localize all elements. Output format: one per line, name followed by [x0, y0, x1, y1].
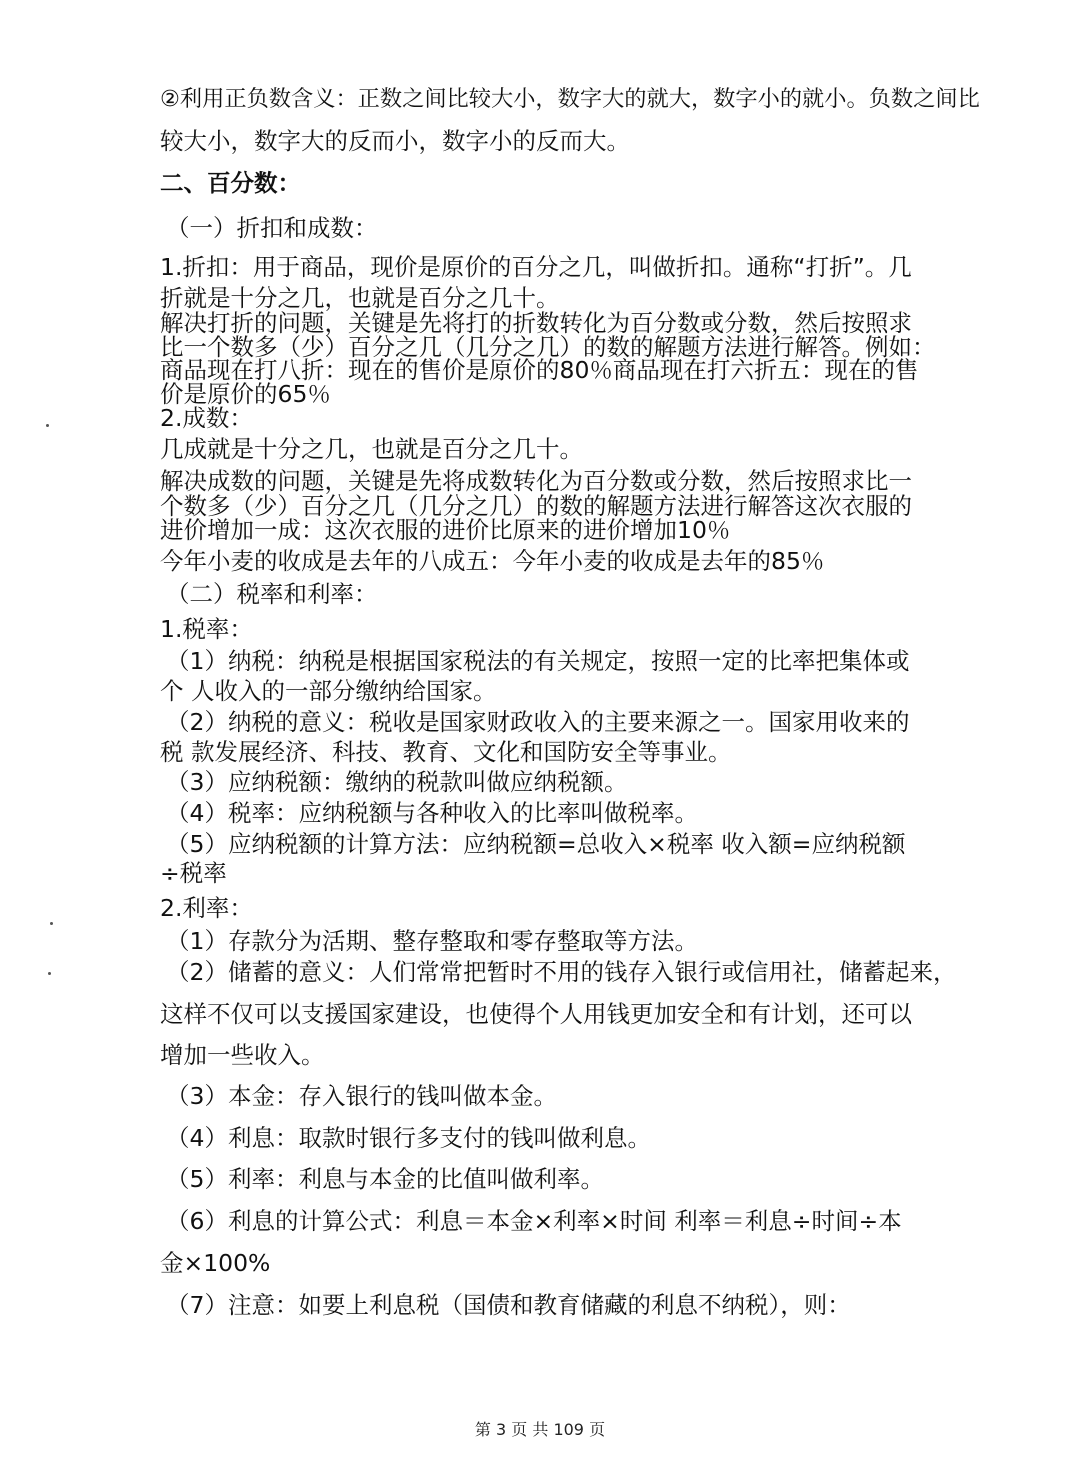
- text-line: （2）纳税的意义：税收是国家财政收入的主要来源之一。国家用收来的: [166, 708, 910, 736]
- page-footer: 第 3 页 共 109 页: [474, 1420, 606, 1439]
- text-line: 个 人收入的一部分缴纳给国家。: [160, 677, 497, 705]
- text-line: 价是原价的65％: [160, 380, 331, 408]
- text-line: （5）利率：利息与本金的比值叫做利率。: [166, 1165, 604, 1193]
- scan-speck: [46, 424, 49, 427]
- text-line: 解决打折的问题，关键是先将打的折数转化为百分数或分数，然后按照求: [160, 309, 912, 337]
- text-line: 折就是十分之几，也就是百分之几十。: [160, 284, 560, 312]
- text-line: （4）税率：应纳税额与各种收入的比率叫做税率。: [166, 799, 698, 827]
- text-line: （6）利息的计算公式：利息＝本金×利率×时间 利率＝利息÷时间÷本: [166, 1207, 902, 1235]
- text-line: 1.折扣：用于商品，现价是原价的百分之几，叫做折扣。通称“打折”。几: [160, 253, 912, 281]
- text-line: 几成就是十分之几，也就是百分之几十。: [160, 435, 583, 463]
- section-heading: 二、百分数：: [160, 169, 301, 197]
- subsection-heading: （二）税率和利率：: [166, 580, 378, 608]
- text-line: 2.利率：: [160, 894, 253, 922]
- text-line: 较大小，数字大的反而小，数字小的反而大。: [160, 127, 630, 155]
- subsection-heading: （一）折扣和成数：: [166, 214, 378, 242]
- text-line: （3）应纳税额：缴纳的税款叫做应纳税额。: [166, 768, 628, 796]
- text-line: ②利用正负数含义：正数之间比较大小，数字大的就大，数字小的就小。负数之间比: [160, 86, 980, 112]
- text-line: 这样不仅可以支援国家建设，也使得个人用钱更加安全和有计划，还可以: [160, 1000, 912, 1028]
- text-line: （5）应纳税额的计算方法：应纳税额=总收入×税率 收入额=应纳税额: [166, 830, 906, 858]
- scan-speck: [48, 972, 51, 975]
- text-line: 今年小麦的收成是去年的八成五：今年小麦的收成是去年的85％: [160, 547, 825, 575]
- text-line: （3）本金：存入银行的钱叫做本金。: [166, 1082, 557, 1110]
- text-line: 进价增加一成：这次衣服的进价比原来的进价增加10％: [160, 516, 731, 544]
- text-line: （1）纳税：纳税是根据国家税法的有关规定，按照一定的比率把集体或: [166, 647, 910, 675]
- text-line: 增加一些收入。: [160, 1041, 325, 1069]
- text-line: 金×100%: [160, 1249, 271, 1277]
- text-line: 比一个数多（少）百分之几（几分之几）的数的解题方法进行解答。例如：: [160, 333, 936, 361]
- text-line: 2.成数：: [160, 404, 253, 432]
- text-line: 税 款发展经济、科技、教育、文化和国防安全等事业。: [160, 738, 732, 766]
- text-line: ÷税率: [160, 859, 227, 887]
- text-line: （7）注意：如要上利息税（国债和教育储藏的利息不纳税），则：: [166, 1291, 851, 1319]
- text-line: （1）存款分为活期、整存整取和零存整取等方法。: [166, 927, 698, 955]
- text-line: 1.税率：: [160, 615, 253, 643]
- text-line: （4）利息：取款时银行多支付的钱叫做利息。: [166, 1124, 651, 1152]
- text-line: 商品现在打八折：现在的售价是原价的80％商品现在打六折五：现在的售: [160, 356, 919, 384]
- text-line: （2）储蓄的意义：人们常常把暂时不用的钱存入银行或信用社，储蓄起来，: [166, 958, 957, 986]
- text-line: 个数多（少）百分之几（几分之几）的数的解题方法进行解答这次衣服的: [160, 492, 912, 520]
- scan-speck: [50, 922, 53, 925]
- text-line: 解决成数的问题，关键是先将成数转化为百分数或分数，然后按照求比一: [160, 467, 912, 495]
